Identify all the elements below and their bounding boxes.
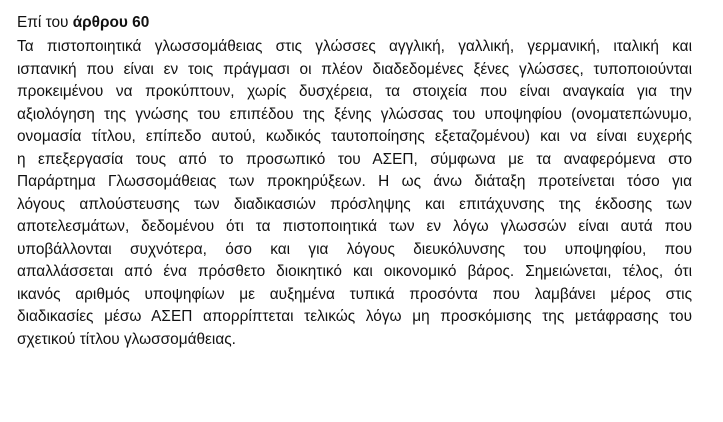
heading-article: άρθρου 60 (72, 14, 150, 31)
heading-prefix: Επί του (17, 14, 73, 31)
paragraph-line: υποβάλλονται συχνότερα, όσο και για λόγους διευκόλυνσης του υποψηφίου, που (17, 240, 692, 258)
paragraph-line: αξιολόγηση της γνώσης του επιπέδου της ξένης γλώσσας του υποψηφίου (ονοματεπώνυμο, (17, 105, 692, 123)
paragraph-line: λόγους απλούστευσης των διαδικασιών πρόσληψης και επιτάχυνσης της έκδοσης των (17, 195, 692, 213)
paragraph-line: Τα πιστοποιητικά γλωσσομάθειας στις γλώσσες αγγλική, γαλλική, γερμανική, ιταλική και (17, 38, 692, 55)
paragraph-line: προκειμένου να προκύπτουν, χωρίς δυσχέρεια, τα στοιχεία που είναι αναγκαία για την (17, 83, 692, 100)
article-heading (17, 12, 692, 34)
paragraph-line: απαλλάσσεται από ένα πρόσθετο διοικητικό και οικονομικό βάρος. Σημειώνεται, τέλος, ότι (17, 263, 692, 280)
paragraph-line: σχετικού τίτλου γλωσσομάθειας. (17, 330, 236, 348)
paragraph-line: ικανός αριθμός υποψηφίων με αυξημένα τυπικά προσόντα που λαμβάνει μέρος στις (17, 285, 692, 303)
document-body (17, 12, 692, 351)
paragraph-line: ισπανική που είναι εν τοις πράγμασι οι πλέον διαδεδομένες ξένες γλώσσες, τυποποιούνται (17, 60, 692, 78)
paragraph-line: αποτελεσμάτων, δεδομένου ότι τα πιστοποιητικά των εν λόγω γλωσσών είναι αυτά που (17, 218, 692, 235)
paragraph-line: Παράρτημα Γλωσσομάθειας των προκηρύξεων. Η ως άνω διάταξη προτείνεται τόσο για (17, 173, 692, 190)
explanatory-paragraph (17, 36, 692, 351)
paragraph-line: η επεξεργασία τους από το προσωπικό του ΑΣΕΠ, σύμφωνα με τα αναφερόμενα στο (17, 150, 692, 168)
paragraph-line: ονομασία τίτλου, επίπεδο αυτού, κωδικός ταυτοποίησης εξεταζομένου) και να είναι ευχερής (17, 128, 692, 145)
paragraph-line: διαδικασίες μέσω ΑΣΕΠ απορρίπτεται τελικώς λόγω μη προσκόμισης της μετάφρασης του (17, 308, 692, 325)
